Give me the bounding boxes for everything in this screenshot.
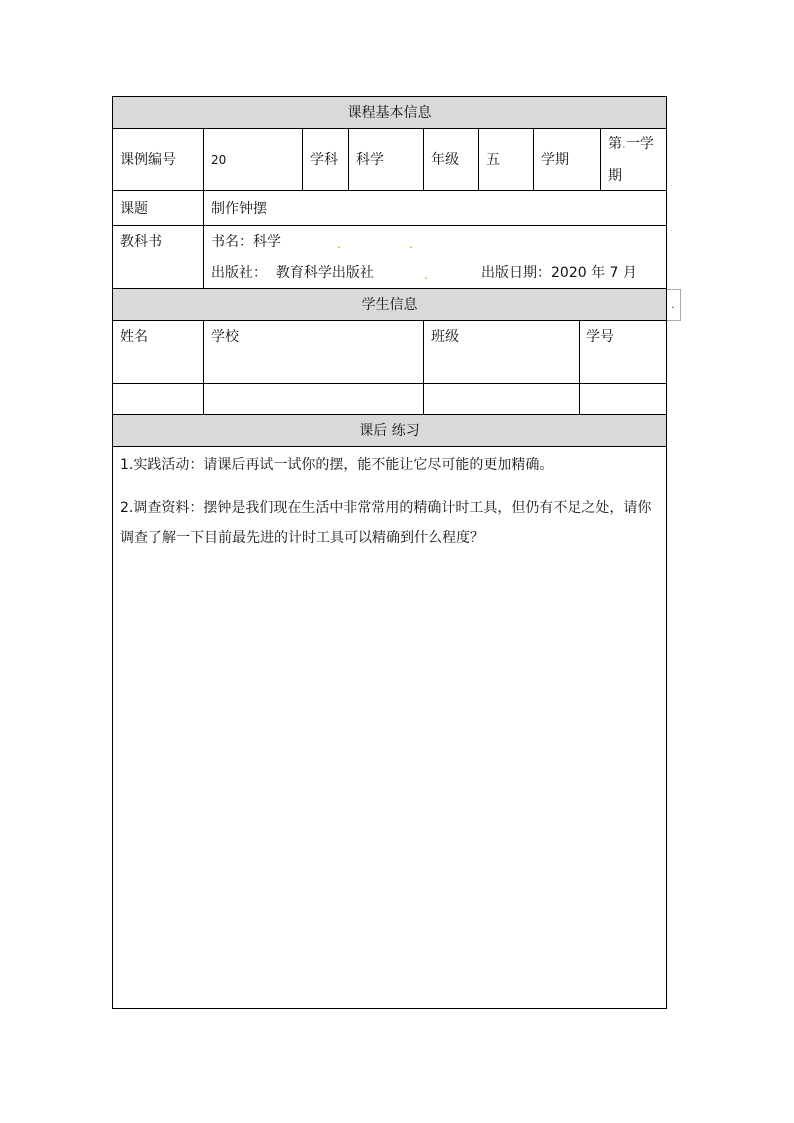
book-dot-2: .: [409, 237, 413, 251]
side-mark-box: [666, 289, 681, 321]
divider-s-c: [579, 320, 580, 414]
border-top: [113, 96, 667, 97]
student-info-header-text: 学生信息: [361, 297, 418, 313]
border-h-414: [113, 414, 667, 415]
divider-r1-c: [348, 128, 349, 190]
class-label: 班级: [431, 329, 459, 345]
grade-value: 五: [486, 152, 500, 168]
homework-header-text: 课后 练习: [359, 423, 420, 439]
term-label: 学期: [541, 152, 569, 168]
divider-r1-g: [600, 128, 601, 190]
course-info-header-text: 课程基本信息: [347, 105, 432, 121]
border-right: [666, 96, 667, 1009]
publish-date: 出版日期：2020 年 7 月: [481, 265, 637, 281]
course-id-value: 20: [211, 153, 227, 167]
border-h-225: [113, 225, 667, 226]
divider-r1-f: [533, 128, 534, 190]
textbook-label: 教科书: [120, 234, 162, 250]
course-info-header: [113, 97, 666, 129]
grade-label: 年级: [431, 152, 459, 168]
border-h-447: [113, 446, 667, 447]
border-h-191: [113, 190, 667, 191]
term-dot-mark: .: [622, 137, 626, 151]
divider-r1-a: [203, 128, 204, 190]
subject-label: 学科: [310, 152, 338, 168]
name-label: 姓名: [120, 329, 148, 345]
course-id-label: 课例编号: [120, 152, 176, 168]
publisher-dot: .: [424, 268, 428, 282]
border-left: [112, 96, 113, 1009]
divider-r1-d: [423, 128, 424, 190]
term-value-number: 一学: [625, 136, 654, 152]
divider-r2: [203, 190, 204, 288]
term-value: [601, 134, 661, 154]
school-label: 学校: [211, 329, 239, 345]
border-h-321: [113, 320, 667, 321]
book-dot-1: .: [337, 237, 341, 251]
divider-s-b: [423, 320, 424, 414]
border-h-129: [113, 128, 667, 129]
homework-header: [113, 415, 666, 447]
topic-value: 制作钟摆: [211, 201, 267, 217]
border-h-289: [113, 288, 667, 289]
divider-r1-b: [302, 128, 303, 190]
homework-content: [113, 447, 666, 1007]
book-name: 书名：科学: [211, 234, 281, 250]
border-bottom: [113, 1008, 667, 1009]
term-value-prefix: 第: [608, 136, 622, 152]
side-mark-text: .: [671, 300, 675, 311]
divider-s-a: [203, 320, 204, 414]
student-info-header: [113, 289, 666, 321]
topic-label: 课题: [120, 201, 148, 217]
homework-item-1: 1.实践活动：请课后再试一试你的摆，能不能让它尽可能的更加精确。: [120, 457, 554, 473]
subject-value: 科学: [356, 152, 384, 168]
border-h-383: [113, 383, 667, 384]
publisher: 出版社： 教育科学出版社: [211, 265, 374, 281]
term-value-suffix: 期: [608, 168, 622, 184]
student-number-label: 学号: [586, 329, 614, 345]
divider-r1-e: [478, 128, 479, 190]
homework-item-2: 2.调查资料：摆钟是我们现在生活中非常常用的精确计时工具，但仍有不足之处，请你调查了解一下目前最先进的计时工具可以精确到什么程度？: [120, 500, 652, 546]
